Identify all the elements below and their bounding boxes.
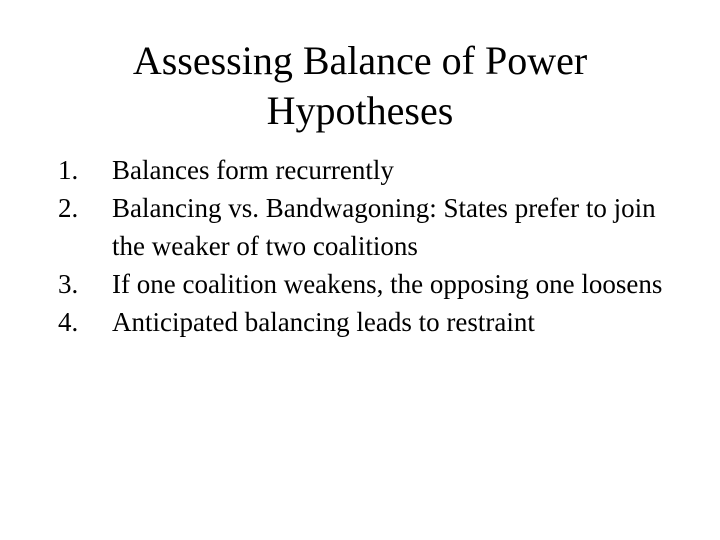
slide-title bbox=[0, 36, 720, 136]
list-item-1-text: Balances form recurrently bbox=[112, 155, 394, 185]
list-item-4-text: Anticipated balancing leads to restraint bbox=[112, 307, 535, 337]
list-item-4-number: 4. bbox=[58, 307, 79, 337]
list-item-1-number: 1. bbox=[58, 155, 79, 185]
list-item-3-number: 3. bbox=[58, 269, 79, 299]
list-item-2 bbox=[58, 189, 684, 265]
list-item-4 bbox=[58, 303, 684, 341]
slide-title-line-2: Hypotheses bbox=[266, 88, 454, 133]
list-item-2-number: 2. bbox=[58, 193, 79, 223]
list-item-3-text: If one coalition weakens, the opposing one loosens bbox=[112, 269, 663, 299]
list-item-2-text: Balancing vs. Bandwagoning: States prefer to join the weaker of two coalitions bbox=[112, 193, 656, 261]
list-item-3 bbox=[58, 265, 684, 303]
list-item-1 bbox=[58, 151, 684, 189]
slide-title-line-1: Assessing Balance of Power bbox=[132, 38, 588, 83]
hypotheses-list bbox=[58, 151, 684, 341]
